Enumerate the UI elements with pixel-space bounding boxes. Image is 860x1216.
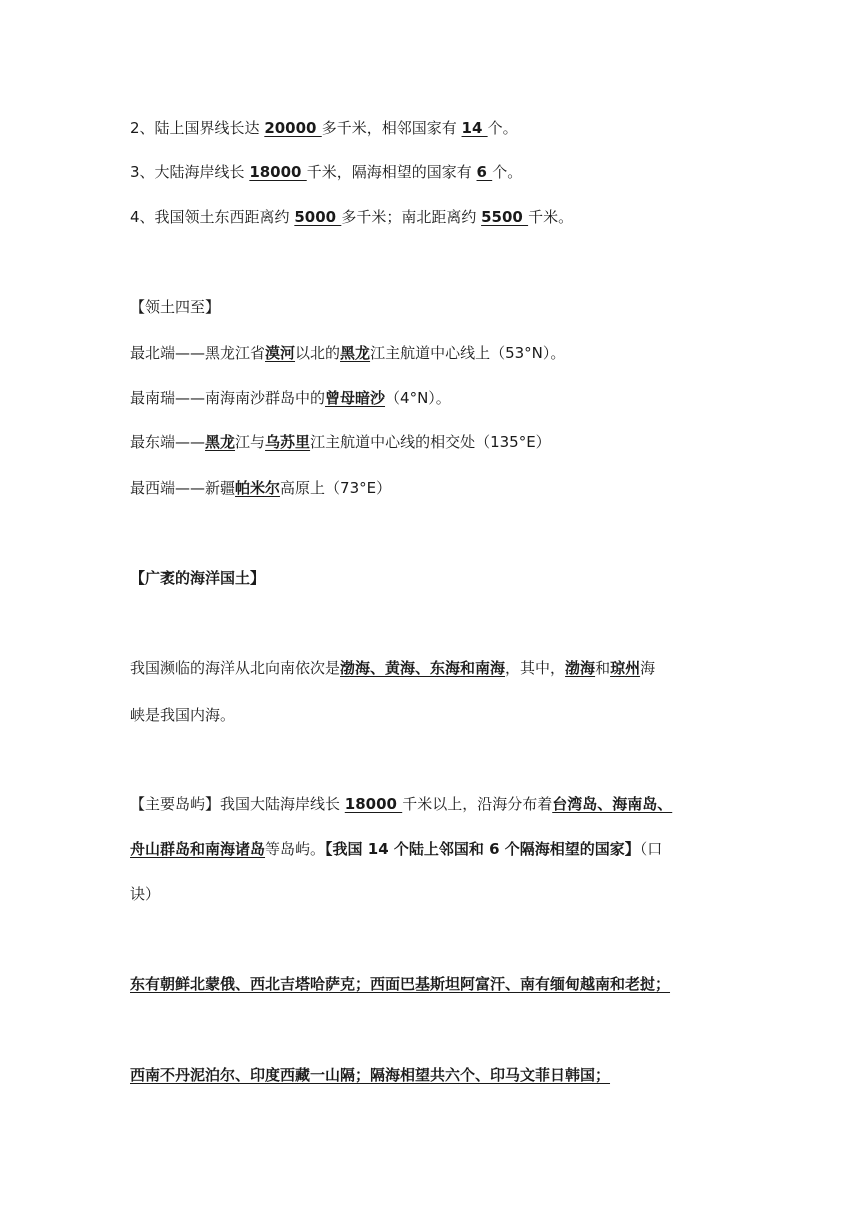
ocean-text: 海 bbox=[640, 659, 656, 677]
fact-value: 18000 bbox=[249, 163, 307, 181]
fact-text: 千米，隔海相望的国家有 bbox=[306, 163, 477, 181]
fact-line-4 bbox=[130, 207, 573, 227]
islands-text: （口 bbox=[639, 840, 663, 858]
extreme-north bbox=[130, 343, 565, 363]
ocean-paragraph-line-2: 峡是我国内海。 bbox=[130, 706, 236, 724]
extreme-keyword: 漠河 bbox=[265, 344, 296, 362]
extreme-west bbox=[130, 478, 391, 498]
extreme-text: 江主航道中心线的相交处（135°E） bbox=[310, 433, 551, 451]
extreme-text: 最北端——黑龙江省 bbox=[130, 344, 266, 362]
extreme-text: 以北的 bbox=[295, 344, 341, 362]
fact-value: 20000 bbox=[264, 119, 322, 137]
fact-text: 2、陆上国界线长达 bbox=[130, 119, 265, 137]
mnemonic-line-1: 东有朝鲜北蒙俄、西北吉塔哈萨克；西面巴基斯坦阿富汗、南有缅甸越南和老挝； bbox=[130, 975, 671, 993]
mnemonic-line-2: 西南不丹泥泊尔、印度西藏一山隔；隔海相望共六个、印马文菲日韩国； bbox=[130, 1066, 611, 1084]
ocean-paragraph-line-1 bbox=[130, 658, 655, 678]
extreme-text: （4°N）。 bbox=[385, 389, 451, 407]
islands-keyword: 台湾岛、海南岛、 bbox=[552, 795, 673, 813]
fact-line-3 bbox=[130, 162, 522, 182]
ocean-keyword: 渤海 bbox=[565, 659, 596, 677]
extreme-text: 高原上（73°E） bbox=[280, 479, 392, 497]
ocean-keyword: 琼州 bbox=[610, 659, 641, 677]
ocean-text: 我国濒临的海洋从北向南依次是 bbox=[130, 659, 341, 677]
fact-value: 5000 bbox=[294, 208, 342, 226]
extreme-text: 江主航道中心线上（53°N）。 bbox=[370, 344, 566, 362]
fact-value: 5500 bbox=[481, 208, 529, 226]
fact-text: 多千米，相邻国家有 bbox=[321, 119, 462, 137]
islands-value: 18000 bbox=[344, 795, 403, 813]
fact-text: 4、我国领土东西距离约 bbox=[130, 208, 295, 226]
islands-text: 等岛屿。 bbox=[265, 840, 326, 858]
extreme-text: 最西端——新疆 bbox=[130, 479, 236, 497]
ocean-text: ，其中， bbox=[505, 659, 566, 677]
extreme-text: 江与 bbox=[235, 433, 266, 451]
fact-text: 个。 bbox=[492, 163, 523, 181]
islands-line-2 bbox=[130, 839, 662, 859]
fact-line-2 bbox=[130, 118, 518, 138]
neighbors-heading: 【我国 14 个陆上邻国和 6 个隔海相望的国家】 bbox=[325, 840, 640, 858]
extreme-text: 最东端—— bbox=[130, 433, 206, 451]
fact-text: 3、大陆海岸线长 bbox=[130, 163, 250, 181]
extreme-keyword: 帕米尔 bbox=[235, 479, 281, 497]
extremes-heading: 【领土四至】 bbox=[130, 298, 221, 316]
extreme-keyword: 曾母暗沙 bbox=[325, 389, 386, 407]
islands-keyword: 舟山群岛和南海诸岛 bbox=[130, 840, 266, 858]
ocean-heading: 【广袤的海洋国土】 bbox=[130, 569, 266, 587]
extreme-east bbox=[130, 432, 551, 452]
extreme-keyword: 黑龙 bbox=[205, 433, 236, 451]
islands-line-1 bbox=[130, 794, 672, 814]
fact-text: 多千米；南北距离约 bbox=[341, 208, 482, 226]
fact-text: 个。 bbox=[487, 119, 518, 137]
extreme-text: 最南瑞——南海南沙群岛中的 bbox=[130, 389, 326, 407]
ocean-text: 和 bbox=[595, 659, 611, 677]
extreme-keyword: 乌苏里 bbox=[265, 433, 311, 451]
fact-value: 6 bbox=[476, 163, 493, 181]
extreme-keyword: 黑龙 bbox=[340, 344, 371, 362]
extreme-south bbox=[130, 388, 451, 408]
ocean-keyword: 渤海、黄海、东海和南海 bbox=[340, 659, 506, 677]
islands-text: 千米以上，沿海分布着 bbox=[402, 795, 553, 813]
islands-line-3: 诀） bbox=[130, 885, 161, 903]
islands-text: 【主要岛屿】我国大陆海岸线长 bbox=[130, 795, 345, 813]
fact-value: 14 bbox=[461, 119, 488, 137]
fact-text: 千米。 bbox=[528, 208, 574, 226]
